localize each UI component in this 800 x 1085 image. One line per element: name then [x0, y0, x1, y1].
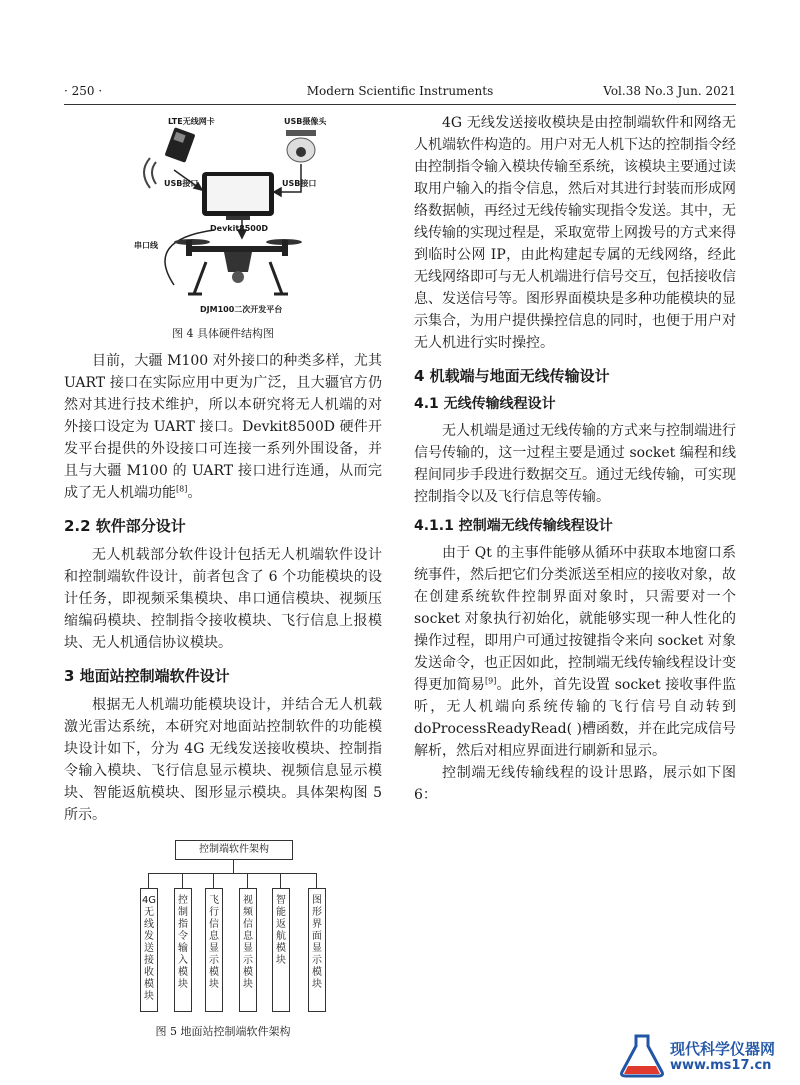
module-box: 智能返航模块	[272, 888, 290, 1012]
page-number: · 250 ·	[64, 84, 103, 98]
section-heading-3: 3 地面站控制端软件设计	[64, 667, 230, 685]
module-box: 视频信息显示模块	[239, 888, 257, 1012]
module-box: 控制指令输入模块	[174, 888, 192, 1012]
section-heading-2-2: 2.2 软件部分设计	[64, 517, 186, 535]
journal-name: Modern Scientific Instruments	[306, 84, 494, 98]
paragraph: 由于 Qt 的主事件能够从循环中获取本地窗口系统事件，然后把它们分类派送至相应的接收对象，故在创建系统软件控制界面对象时，只需要对一个 socket 对象执行初始化，就能够实现一种人性化的操作过程，即用户可通过按键指令来向 socket 对象发送命令，也正因如此，控制端无线传输线程设计变得更加简易[9]。此外，首先设置 socket 接收事件监听，无人机端向系统传输的飞行信号自动转到 doProcessReadyRead( )槽函数，并在此完成信号解析，然后对相应界面进行刷新和显示。	[414, 545, 737, 759]
devkit-label: Devkit8500D	[210, 224, 269, 233]
watermark-url: www.ms17.cn	[670, 1058, 772, 1073]
right-column	[414, 112, 736, 806]
devkit-board-icon	[202, 172, 274, 220]
paragraph: 无人机载部分软件设计包括无人机端软件设计和控制端软件设计，前者包含了 6 个功能模块的设计任务，即视频采集模块、串口通信模块、视频压缩编码模块、控制指令接收模块、飞行信息上报模块、无人机通信协议模块。	[64, 547, 382, 651]
figure-5-architecture	[64, 840, 382, 1020]
usb-port-right-label: USB接口	[282, 179, 317, 188]
paragraph: 4G 无线发送接收模块是由控制端软件和网络无人机端软件构造的。用户对无人机下达的控制指令经由控制指令输入模块传输至系统，该模块主要通过读取用户输入的指令信息，然后对其进行封装而形成网络数据帧，再经过无线传输实现指令发送。其中，无线传输的实现过程是，采取宽带上网拨号的方式来得到临时公网 IP，由此构建起专属的无线网络，经此无线网络即可与无人机端进行信号交互，包括接收信息、发送信号等。图形界面模块是多种功能模块的显示集合，为用户提供操控信息的同时，也便于用户对无人机进行实时操控。	[414, 115, 736, 351]
volume-info: Vol.38 No.3 Jun. 2021	[603, 84, 736, 98]
module-box: 图形界面显示模块	[308, 888, 326, 1012]
platform-label: DJM100二次开发平台	[200, 305, 283, 314]
figure-4-caption: 图 4 具体硬件结构图	[172, 327, 274, 340]
paragraph: 无人机端是通过无线传输的方式来与控制端进行信号传输的，这一过程主要是通过 socket 编程和线程间同步手段进行数据交互。通过无线传输，可实现控制指令以及飞行信息等传输。	[414, 423, 736, 505]
left-column	[64, 112, 382, 1048]
drone-icon	[174, 239, 302, 294]
figure-4-drawing	[64, 112, 382, 322]
figure-5-caption: 图 5 地面站控制端软件架构	[155, 1025, 291, 1038]
wireless-signal-icon	[144, 158, 156, 188]
lte-card-label: LTE无线网卡	[168, 117, 215, 126]
serial-cable-label: 串口线	[134, 241, 158, 250]
paragraph: 目前，大疆 M100 对外接口的种类多样，尤其 UART 接口在实际应用中更为广泛，且大疆官方仍然对其进行技术维护，所以本研究将无人机端的对外接口设定为 UART 接口。Devkit8500D 硬件开发平台提供的外设接口可连接一系列外围设备，并且与大疆 M100 的 UART 接口进行连通，从而完成了无人机端功能[8]。	[64, 353, 382, 501]
figure-4-hardware-structure	[64, 112, 382, 322]
section-heading-4-1: 4.1 无线传输线程设计	[414, 396, 556, 412]
paragraph: 根据无人机端功能模块设计，并结合无人机载激光雷达系统，本研究对地面站控制软件的功能模块设计如下，分为 4G 无线发送接收模块、控制指令输入模块、飞行信息显示模块、视频信息显示模块、智能返航模块、图形显示模块。具体架构图 5 所示。	[64, 697, 382, 823]
section-heading-4: 4 机载端与地面无线传输设计	[414, 367, 610, 385]
paragraph: 控制端无线传输线程的设计思路，展示如下图 6：	[414, 765, 736, 803]
watermark-title: 现代科学仪器网	[670, 1040, 776, 1058]
lte-card-icon	[165, 127, 196, 163]
root-box: 控制端软件架构	[175, 840, 293, 860]
module-box: 飞行信息显示模块	[205, 888, 223, 1012]
section-heading-4-1-1: 4.1.1 控制端无线传输线程设计	[414, 518, 613, 534]
site-watermark	[618, 1030, 788, 1080]
module-box: 4G无线发送接收模块	[140, 888, 158, 1012]
usb-port-left-label: USB接口	[164, 179, 199, 188]
running-header	[64, 84, 736, 105]
usb-camera-icon	[286, 130, 316, 162]
flask-logo-icon	[618, 1030, 668, 1080]
usb-camera-label: USB摄像头	[284, 117, 327, 126]
